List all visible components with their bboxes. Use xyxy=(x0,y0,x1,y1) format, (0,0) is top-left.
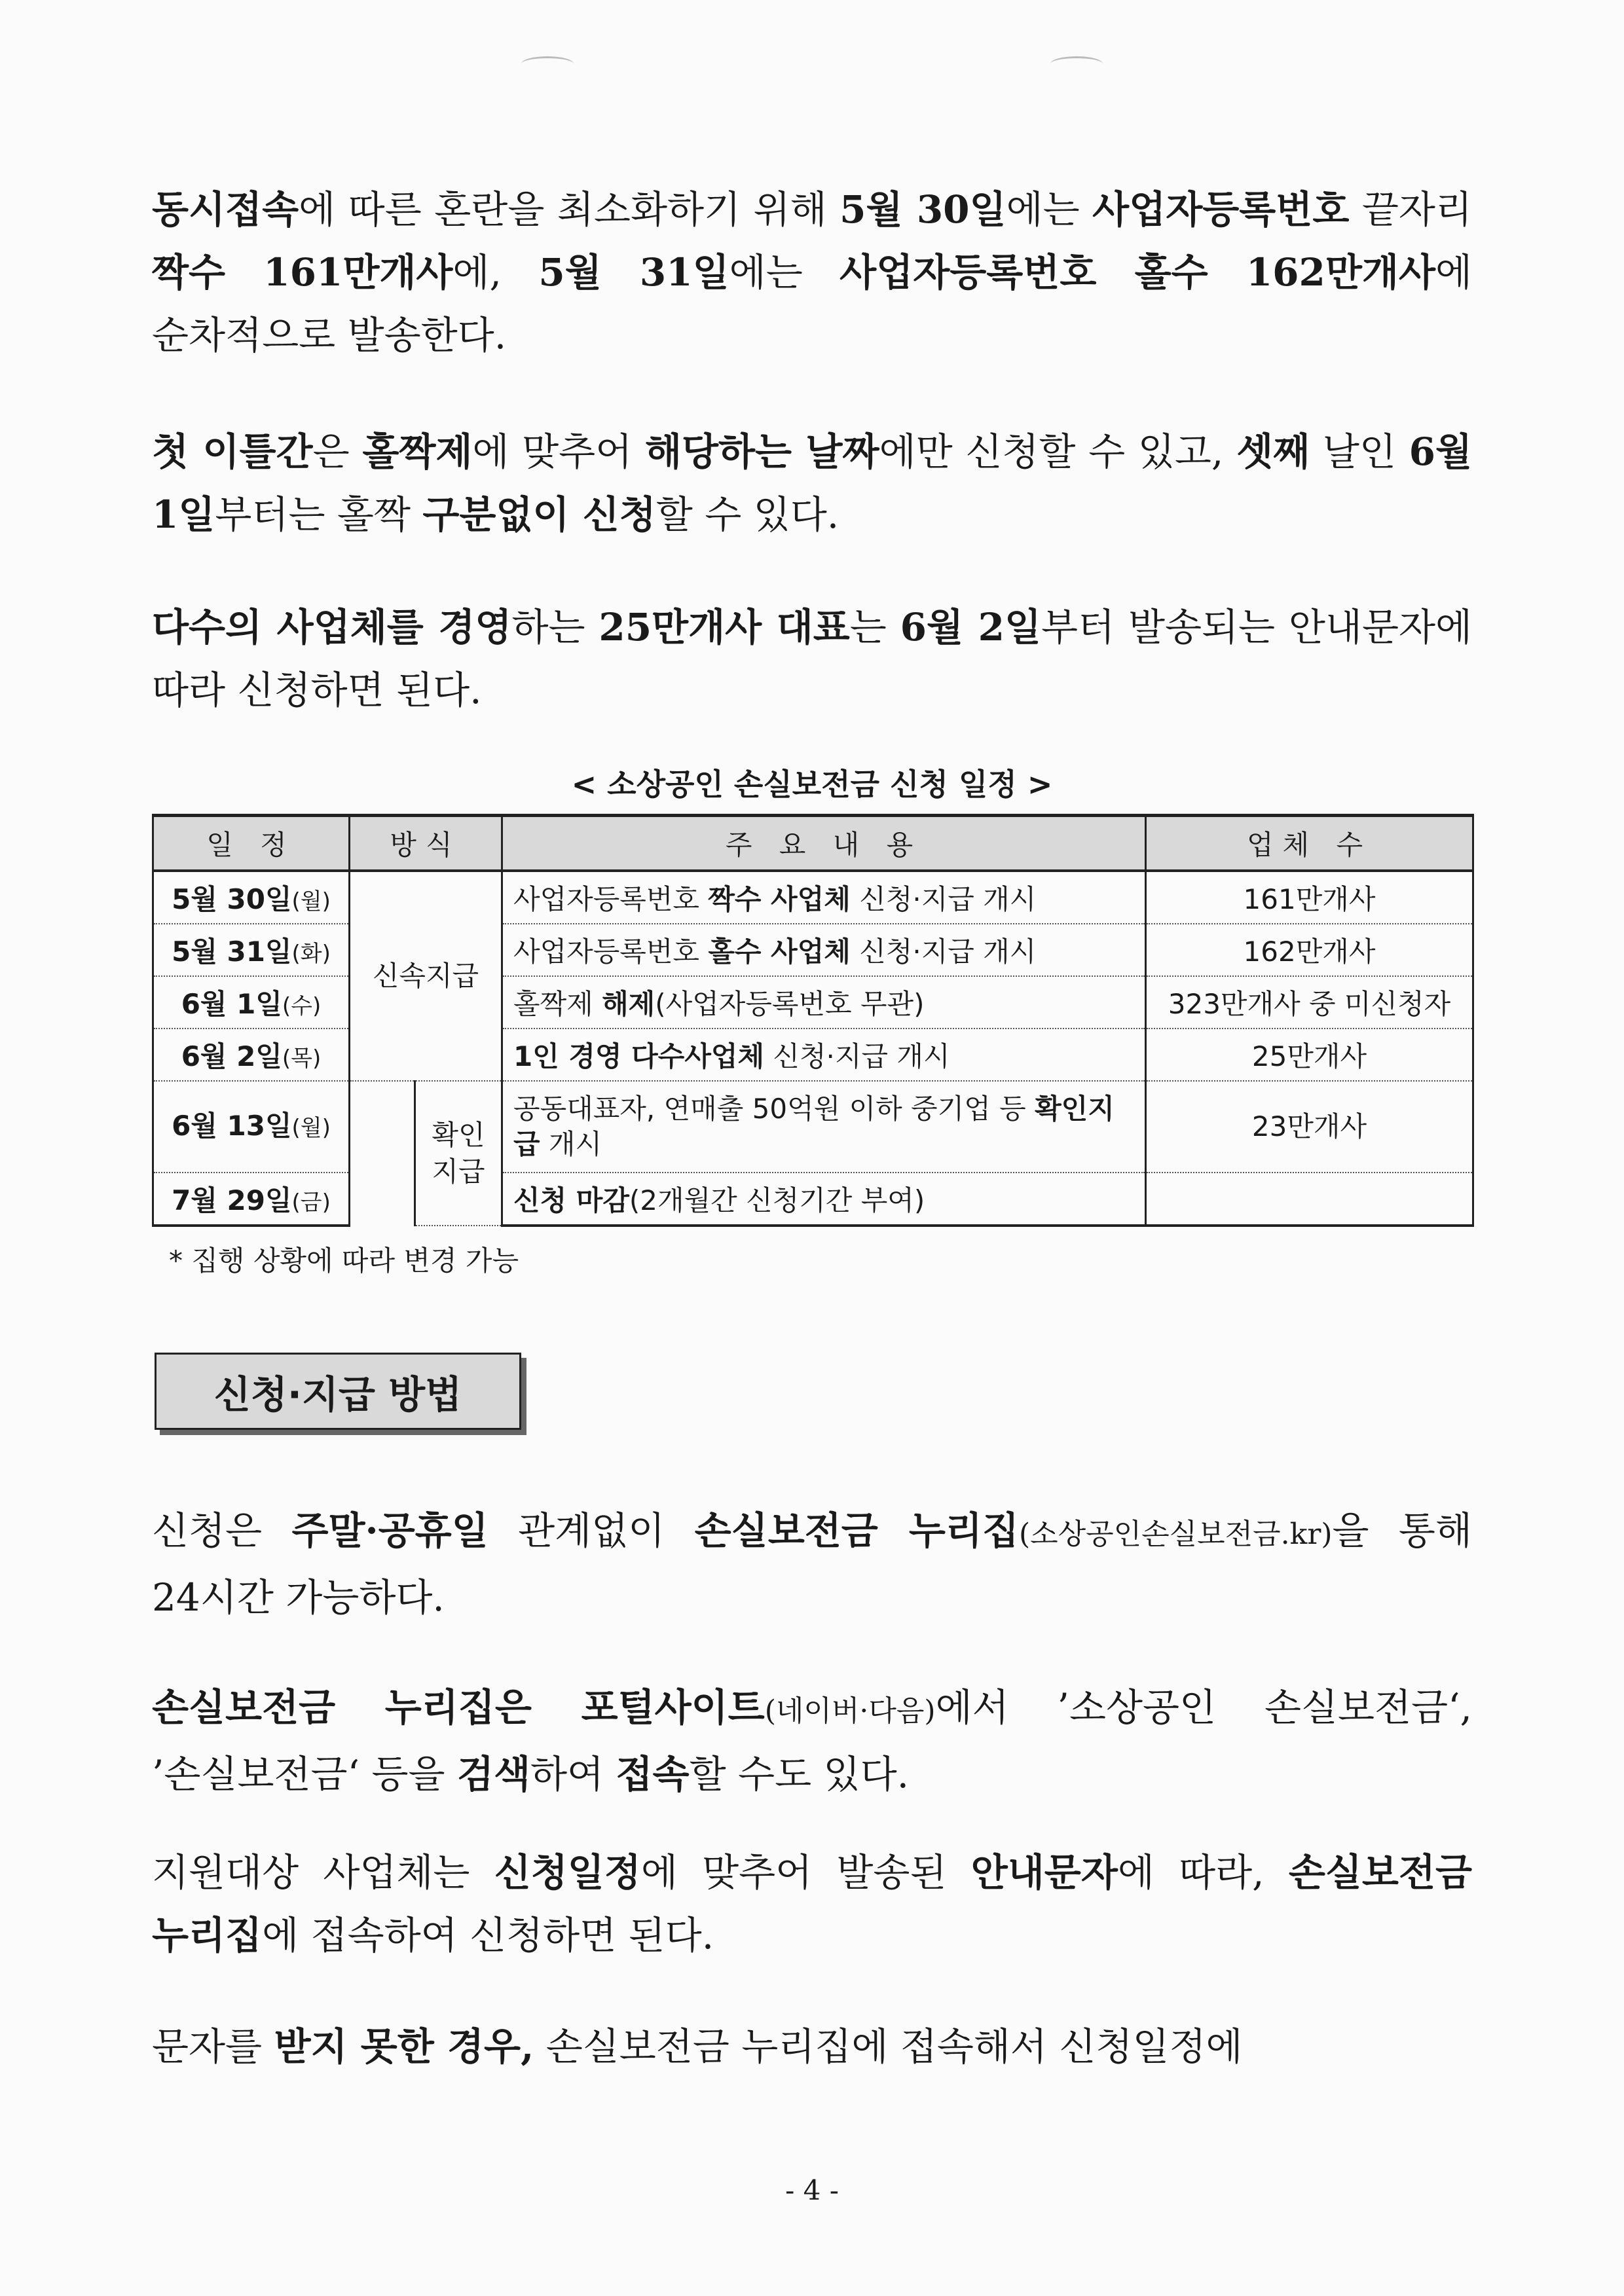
page-number: - 4 - xyxy=(785,2174,839,2206)
text-run: 안내문자 xyxy=(970,1850,1118,1895)
paragraph-4 xyxy=(152,1499,1472,1629)
header-content: 주 요 내 용 xyxy=(502,816,1146,871)
text-run: 홀짝제 xyxy=(513,988,602,1020)
text-run: 사업자등록번호 xyxy=(513,936,709,968)
paragraph-6 xyxy=(152,1841,1472,1967)
table-note: * 집행 상황에 따라 변경 가능 xyxy=(169,1245,519,1277)
table-row xyxy=(153,871,1473,924)
method-confirm-cell: 확인 지급 xyxy=(415,1081,502,1226)
text-run: 에, xyxy=(452,250,539,295)
text-run: 첫 이틀간 xyxy=(152,429,313,474)
text-run: (사업자등록번호 무관) xyxy=(655,988,925,1020)
text-run: 5월 31일 xyxy=(538,250,729,295)
text-run: 에 따라, xyxy=(1117,1850,1289,1895)
text-run: 할 수 있다. xyxy=(655,492,840,537)
text-run: 동시접속 xyxy=(152,187,299,232)
paragraph-7 xyxy=(152,2015,1472,2078)
text-run: 주말·공휴일 xyxy=(291,1508,489,1553)
text-run: 에 접속하여 신청하면 된다. xyxy=(262,1913,714,1958)
row-content xyxy=(502,976,1146,1029)
table-header-row xyxy=(153,816,1473,871)
table-title: < 소상공인 손실보전금 신청 일정 > xyxy=(571,767,1053,802)
text-run: 할 수도 있다. xyxy=(689,1752,910,1796)
text-run: 에는 xyxy=(1006,187,1093,232)
text-run: 부터는 홀짝 xyxy=(215,492,423,537)
text-run: 에 맞추어 xyxy=(472,429,645,474)
text-run: (2개월간 신청기간 부여) xyxy=(629,1184,925,1216)
header-method: 방식 xyxy=(350,816,502,871)
text-run: 받지 못한 경우, xyxy=(274,2024,534,2069)
text-run: 다수의 사업체를 경영 xyxy=(152,605,512,649)
text-run: 문자를 xyxy=(152,2024,274,2069)
header-count: 업체 수 xyxy=(1146,816,1473,871)
row-date: 6월 2일(목) xyxy=(153,1029,350,1081)
text-run: (소상공인손실보전금.kr) xyxy=(1018,1518,1333,1551)
text-run: 하는 xyxy=(511,605,599,649)
row-date: 5월 31일(화) xyxy=(153,924,350,976)
text-run: 날인 xyxy=(1310,429,1409,474)
text-run: 손실보전금 누리집에 접속해서 신청일정에 xyxy=(534,2024,1243,2069)
text-run: 신청·지급 개시 xyxy=(850,883,1037,915)
punch-hole-mark-left xyxy=(521,56,574,71)
row-content xyxy=(502,1029,1146,1081)
row-content xyxy=(502,1173,1146,1226)
paragraph-1 xyxy=(152,178,1472,367)
text-run: 사업자등록번호 홀수 162만개사 xyxy=(840,250,1435,295)
row-date: 6월 1일(수) xyxy=(153,976,350,1029)
text-run: 구분없이 신청 xyxy=(422,492,656,537)
paragraph-3 xyxy=(152,596,1472,721)
paragraph-2 xyxy=(152,420,1472,546)
text-run: 을 통해 24시간 가능하다. xyxy=(152,1508,1472,1620)
row-count: 323만개사 중 미신청자 xyxy=(1146,976,1473,1029)
row-content xyxy=(502,871,1146,924)
method-quick-cell: 신속지급 xyxy=(350,871,502,1081)
punch-hole-mark-right xyxy=(1050,56,1103,71)
text-run: 홀짝제 xyxy=(362,429,473,474)
paragraph-5 xyxy=(152,1676,1472,1806)
text-run: 신청은 xyxy=(152,1508,292,1553)
text-run: 25만개사 대표 xyxy=(599,605,850,649)
text-run: 6월 1일 xyxy=(152,429,1472,537)
text-run: 부터 발송되는 안내문자에 따라 신청하면 된다. xyxy=(152,605,1473,712)
text-run: 신청일정 xyxy=(494,1850,641,1895)
row-content xyxy=(502,1081,1146,1173)
section-heading xyxy=(155,1353,521,1430)
text-run: 에만 신청할 수 있고, xyxy=(879,429,1237,474)
text-run: 6월 2일 xyxy=(900,605,1042,649)
row-date: 6월 13일(월) xyxy=(153,1081,350,1173)
row-count: 25만개사 xyxy=(1146,1029,1473,1081)
row-count: 23만개사 xyxy=(1146,1081,1473,1173)
text-run: 짝수 사업체 xyxy=(708,883,851,915)
text-run: 개시 xyxy=(540,1128,602,1160)
text-run: 하여 xyxy=(530,1752,616,1796)
text-run: (네이버·다음) xyxy=(764,1694,936,1728)
row-date: 7월 29일(금) xyxy=(153,1173,350,1226)
text-run: 관계없이 xyxy=(488,1508,695,1553)
text-run: 끝자리 xyxy=(1349,187,1472,232)
row-count: 161만개사 xyxy=(1146,871,1473,924)
text-run: 지원대상 사업체는 xyxy=(152,1850,494,1895)
text-run: 1인 경영 다수사업체 xyxy=(513,1040,765,1072)
text-run: 홀수 사업체 xyxy=(708,936,851,968)
text-run: 신청·지급 개시 xyxy=(850,936,1037,968)
text-run: 사업자등록번호 xyxy=(513,883,709,915)
text-run: 공동대표자, 연매출 50억원 이하 중기업 등 xyxy=(513,1093,1035,1125)
text-run: 은 xyxy=(312,429,363,474)
text-run: 해당하는 날짜 xyxy=(644,429,879,474)
text-run: 짝수 161만개사 xyxy=(152,250,453,295)
text-run: 손실보전금 누리집 xyxy=(152,1850,1472,1958)
section-heading-label: 신청·지급 방법 xyxy=(213,1372,462,1417)
row-content xyxy=(502,924,1146,976)
text-run: 검색 xyxy=(456,1752,531,1796)
text-run: 에 맞추어 발송된 xyxy=(640,1850,971,1895)
schedule-table xyxy=(152,814,1474,1227)
text-run: 신청 마감 xyxy=(513,1184,629,1216)
text-run: 접속 xyxy=(616,1752,690,1796)
header-date: 일 정 xyxy=(153,816,350,871)
text-run: 확인지급 xyxy=(513,1093,1115,1160)
text-run: 사업자등록번호 xyxy=(1092,187,1350,232)
row-date: 5월 30일(월) xyxy=(153,871,350,924)
text-run: 에 따른 혼란을 최소화하기 위해 xyxy=(299,187,840,232)
text-run: 5월 30일 xyxy=(840,187,1006,232)
row-count: 162만개사 xyxy=(1146,924,1473,976)
text-run: 해제 xyxy=(602,988,655,1020)
text-run: 는 xyxy=(849,605,900,649)
text-run: 에는 xyxy=(729,250,840,295)
text-run: 손실보전금 누리집은 포털사이트 xyxy=(152,1685,765,1730)
text-run: 에서 ’소상공인 손실보전금‘, ’손실보전금‘ 등을 xyxy=(152,1685,1472,1796)
text-run: 셋째 xyxy=(1236,429,1310,474)
table-row xyxy=(153,1081,1473,1173)
row-count xyxy=(1146,1173,1473,1226)
text-run: 에 순차적으로 발송한다. xyxy=(152,250,1473,357)
text-run: 신청·지급 개시 xyxy=(764,1040,950,1072)
text-run: 손실보전금 누리집 xyxy=(694,1508,1019,1553)
method-spacer-cell xyxy=(350,1081,415,1226)
